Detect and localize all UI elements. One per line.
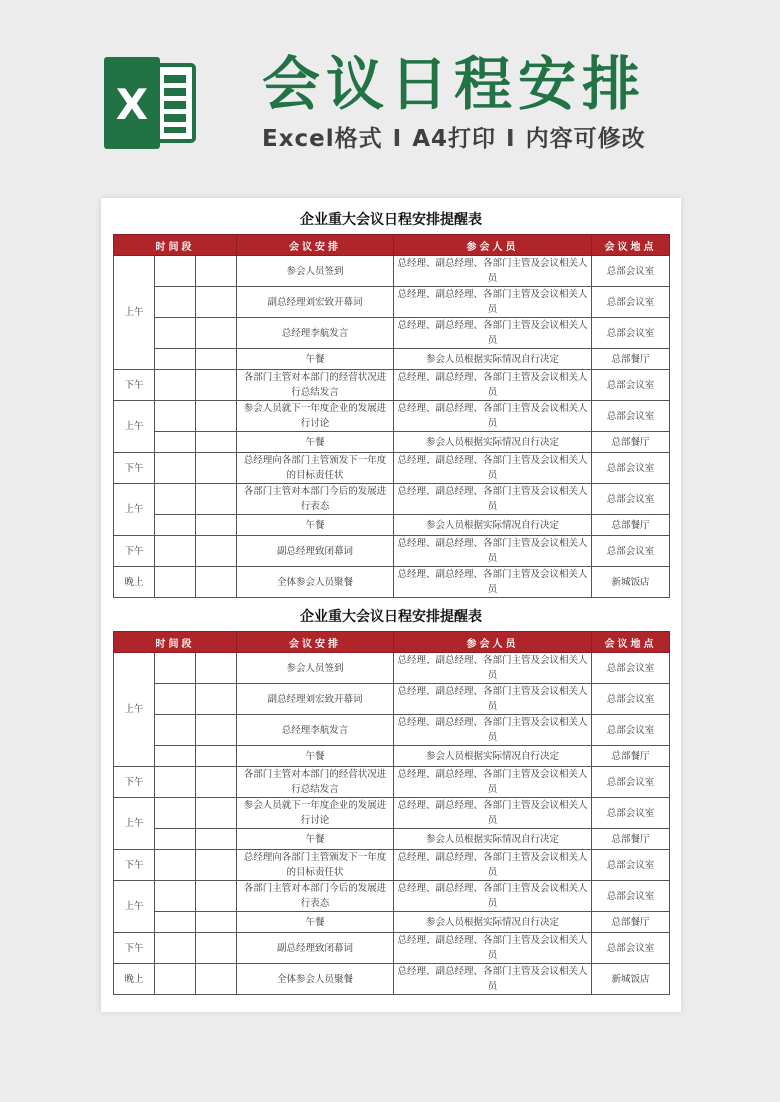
attendees-cell: 参会人员根据实际情况自行决定: [394, 515, 592, 536]
empty-cell: [155, 432, 196, 453]
table-row: [114, 515, 670, 536]
table-row: [114, 746, 670, 767]
attendees-cell: 总经理、副总经理、各部门主管及会议相关人员: [394, 453, 592, 484]
table-row: [114, 850, 670, 881]
table-row: [114, 256, 670, 287]
empty-cell: [196, 318, 237, 349]
column-header-agenda: 会议安排: [237, 632, 394, 653]
location-cell: 总部餐厅: [592, 829, 670, 850]
agenda-cell: 副总经理致闭幕词: [237, 933, 394, 964]
attendees-cell: 参会人员根据实际情况自行决定: [394, 746, 592, 767]
table-row: [114, 653, 670, 684]
location-cell: 总部会议室: [592, 287, 670, 318]
attendees-cell: 总经理、副总经理、各部门主管及会议相关人员: [394, 256, 592, 287]
agenda-cell: 全体参会人员聚餐: [237, 964, 394, 995]
agenda-cell: 总经理向各部门主管颁发下一年度的目标责任状: [237, 850, 394, 881]
period-cell: 下午: [114, 536, 155, 567]
table-row: [114, 567, 670, 598]
header: [0, 0, 780, 190]
location-cell: 总部餐厅: [592, 515, 670, 536]
attendees-cell: 总经理、副总经理、各部门主管及会议相关人员: [394, 684, 592, 715]
agenda-cell: 各部门主管对本部门的经营状况进行总结发言: [237, 767, 394, 798]
schedule-sheet-2: [113, 595, 669, 995]
column-header-period: 时间段: [114, 235, 237, 256]
empty-cell: [155, 536, 196, 567]
period-cell: 上午: [114, 484, 155, 536]
empty-cell: [196, 767, 237, 798]
empty-cell: [155, 318, 196, 349]
subtitle-separator: I: [392, 126, 403, 152]
period-cell: 下午: [114, 850, 155, 881]
period-cell: 上午: [114, 653, 155, 767]
agenda-cell: 各部门主管对本部门今后的发展进行表态: [237, 484, 394, 515]
agenda-cell: 午餐: [237, 515, 394, 536]
attendees-cell: 参会人员根据实际情况自行决定: [394, 829, 592, 850]
schedule-table: [113, 234, 670, 598]
empty-cell: [196, 653, 237, 684]
table-row: [114, 484, 670, 515]
attendees-cell: 总经理、副总经理、各部门主管及会议相关人员: [394, 318, 592, 349]
attendees-cell: 总经理、副总经理、各部门主管及会议相关人员: [394, 484, 592, 515]
column-header-people: 参会人员: [394, 632, 592, 653]
location-cell: 总部会议室: [592, 653, 670, 684]
subtitle-separator: I: [506, 126, 516, 152]
empty-cell: [196, 484, 237, 515]
attendees-cell: 总经理、副总经理、各部门主管及会议相关人员: [394, 401, 592, 432]
subtitle-print: A4打印: [412, 126, 497, 152]
table-row: [114, 881, 670, 912]
agenda-cell: 午餐: [237, 829, 394, 850]
location-cell: 总部会议室: [592, 850, 670, 881]
agenda-cell: 各部门主管对本部门的经营状况进行总结发言: [237, 370, 394, 401]
table-row: [114, 370, 670, 401]
empty-cell: [155, 287, 196, 318]
empty-cell: [196, 912, 237, 933]
table-row: [114, 964, 670, 995]
period-cell: 下午: [114, 370, 155, 401]
table-row: [114, 767, 670, 798]
column-header-place: 会议地点: [592, 235, 670, 256]
empty-cell: [155, 767, 196, 798]
empty-cell: [196, 453, 237, 484]
table-row: [114, 829, 670, 850]
subtitle-format: Excel格式: [262, 126, 383, 152]
empty-cell: [196, 933, 237, 964]
attendees-cell: 总经理、副总经理、各部门主管及会议相关人员: [394, 964, 592, 995]
table-row: [114, 287, 670, 318]
table-row: [114, 933, 670, 964]
empty-cell: [196, 850, 237, 881]
sheet-title: 企业重大会议日程安排提醒表: [300, 609, 482, 625]
empty-cell: [196, 349, 237, 370]
table-row: [114, 798, 670, 829]
location-cell: 总部会议室: [592, 318, 670, 349]
location-cell: 总部餐厅: [592, 349, 670, 370]
empty-cell: [155, 964, 196, 995]
empty-cell: [155, 881, 196, 912]
column-header-period: 时间段: [114, 632, 237, 653]
agenda-cell: 午餐: [237, 746, 394, 767]
location-cell: 总部会议室: [592, 881, 670, 912]
location-cell: 总部会议室: [592, 256, 670, 287]
agenda-cell: 副总经理致闭幕词: [237, 536, 394, 567]
attendees-cell: 总经理、副总经理、各部门主管及会议相关人员: [394, 798, 592, 829]
document-page: [101, 198, 681, 1012]
agenda-cell: 参会人员就下一年度企业的发展进行讨论: [237, 798, 394, 829]
empty-cell: [196, 567, 237, 598]
empty-cell: [196, 798, 237, 829]
period-cell: 上午: [114, 401, 155, 453]
location-cell: 新城饭店: [592, 964, 670, 995]
table-row: [114, 318, 670, 349]
attendees-cell: 总经理、副总经理、各部门主管及会议相关人员: [394, 767, 592, 798]
agenda-cell: 各部门主管对本部门今后的发展进行表态: [237, 881, 394, 912]
subtitle-editable: 内容可修改: [525, 126, 646, 152]
attendees-cell: 总经理、副总经理、各部门主管及会议相关人员: [394, 715, 592, 746]
location-cell: 总部餐厅: [592, 746, 670, 767]
agenda-cell: 午餐: [237, 432, 394, 453]
table-row: [114, 536, 670, 567]
schedule-sheet-1: [113, 198, 669, 598]
attendees-cell: 总经理、副总经理、各部门主管及会议相关人员: [394, 881, 592, 912]
attendees-cell: 总经理、副总经理、各部门主管及会议相关人员: [394, 567, 592, 598]
empty-cell: [196, 401, 237, 432]
period-cell: 下午: [114, 933, 155, 964]
table-row: [114, 432, 670, 453]
table-row: [114, 401, 670, 432]
schedule-table: [113, 631, 670, 995]
table-row: [114, 912, 670, 933]
svg-text:X: X: [115, 80, 149, 129]
empty-cell: [155, 684, 196, 715]
table-row: [114, 349, 670, 370]
agenda-cell: 总经理向各部门主管颁发下一年度的目标责任状: [237, 453, 394, 484]
empty-cell: [155, 933, 196, 964]
attendees-cell: 总经理、副总经理、各部门主管及会议相关人员: [394, 933, 592, 964]
page-subtitle: [262, 124, 646, 154]
attendees-cell: 总经理、副总经理、各部门主管及会议相关人员: [394, 536, 592, 567]
empty-cell: [196, 287, 237, 318]
empty-cell: [196, 370, 237, 401]
empty-cell: [155, 370, 196, 401]
attendees-cell: 总经理、副总经理、各部门主管及会议相关人员: [394, 850, 592, 881]
attendees-cell: 参会人员根据实际情况自行决定: [394, 349, 592, 370]
location-cell: 总部会议室: [592, 684, 670, 715]
agenda-cell: 午餐: [237, 912, 394, 933]
empty-cell: [196, 881, 237, 912]
empty-cell: [155, 715, 196, 746]
empty-cell: [155, 829, 196, 850]
table-row: [114, 684, 670, 715]
period-cell: 下午: [114, 767, 155, 798]
empty-cell: [155, 256, 196, 287]
location-cell: 总部会议室: [592, 401, 670, 432]
empty-cell: [155, 912, 196, 933]
empty-cell: [155, 401, 196, 432]
empty-cell: [155, 746, 196, 767]
attendees-cell: 总经理、副总经理、各部门主管及会议相关人员: [394, 653, 592, 684]
excel-logo-icon: [102, 57, 198, 149]
empty-cell: [155, 484, 196, 515]
agenda-cell: 参会人员签到: [237, 256, 394, 287]
column-header-place: 会议地点: [592, 632, 670, 653]
sheet-title: 企业重大会议日程安排提醒表: [300, 212, 482, 228]
column-header-agenda: 会议安排: [237, 235, 394, 256]
table-row: [114, 453, 670, 484]
empty-cell: [196, 432, 237, 453]
agenda-cell: 全体参会人员聚餐: [237, 567, 394, 598]
location-cell: 总部会议室: [592, 536, 670, 567]
location-cell: 总部会议室: [592, 484, 670, 515]
location-cell: 总部会议室: [592, 798, 670, 829]
location-cell: 总部会议室: [592, 370, 670, 401]
period-cell: 晚上: [114, 567, 155, 598]
agenda-cell: 午餐: [237, 349, 394, 370]
empty-cell: [155, 798, 196, 829]
location-cell: 总部餐厅: [592, 912, 670, 933]
empty-cell: [196, 746, 237, 767]
location-cell: 总部会议室: [592, 715, 670, 746]
table-header-row: [114, 632, 670, 653]
period-cell: 晚上: [114, 964, 155, 995]
empty-cell: [196, 715, 237, 746]
empty-cell: [196, 964, 237, 995]
location-cell: 总部会议室: [592, 453, 670, 484]
column-header-people: 参会人员: [394, 235, 592, 256]
agenda-cell: 副总经理刘宏致开幕词: [237, 287, 394, 318]
empty-cell: [155, 567, 196, 598]
period-cell: 上午: [114, 881, 155, 933]
empty-cell: [196, 256, 237, 287]
attendees-cell: 总经理、副总经理、各部门主管及会议相关人员: [394, 287, 592, 318]
empty-cell: [196, 684, 237, 715]
empty-cell: [155, 453, 196, 484]
location-cell: 总部会议室: [592, 933, 670, 964]
table-header-row: [114, 235, 670, 256]
empty-cell: [155, 850, 196, 881]
agenda-cell: 总经理李航发言: [237, 715, 394, 746]
empty-cell: [155, 349, 196, 370]
agenda-cell: 副总经理刘宏致开幕词: [237, 684, 394, 715]
attendees-cell: 总经理、副总经理、各部门主管及会议相关人员: [394, 370, 592, 401]
agenda-cell: 参会人员签到: [237, 653, 394, 684]
location-cell: 新城饭店: [592, 567, 670, 598]
location-cell: 总部餐厅: [592, 432, 670, 453]
period-cell: 下午: [114, 453, 155, 484]
empty-cell: [196, 536, 237, 567]
agenda-cell: 参会人员就下一年度企业的发展进行讨论: [237, 401, 394, 432]
table-body: [114, 256, 670, 598]
page-title: 会议日程安排: [262, 50, 647, 118]
table-row: [114, 715, 670, 746]
period-cell: 上午: [114, 256, 155, 370]
location-cell: 总部会议室: [592, 767, 670, 798]
table-body: [114, 653, 670, 995]
attendees-cell: 参会人员根据实际情况自行决定: [394, 912, 592, 933]
period-cell: 上午: [114, 798, 155, 850]
attendees-cell: 参会人员根据实际情况自行决定: [394, 432, 592, 453]
empty-cell: [196, 829, 237, 850]
empty-cell: [196, 515, 237, 536]
agenda-cell: 总经理李航发言: [237, 318, 394, 349]
empty-cell: [155, 515, 196, 536]
empty-cell: [155, 653, 196, 684]
